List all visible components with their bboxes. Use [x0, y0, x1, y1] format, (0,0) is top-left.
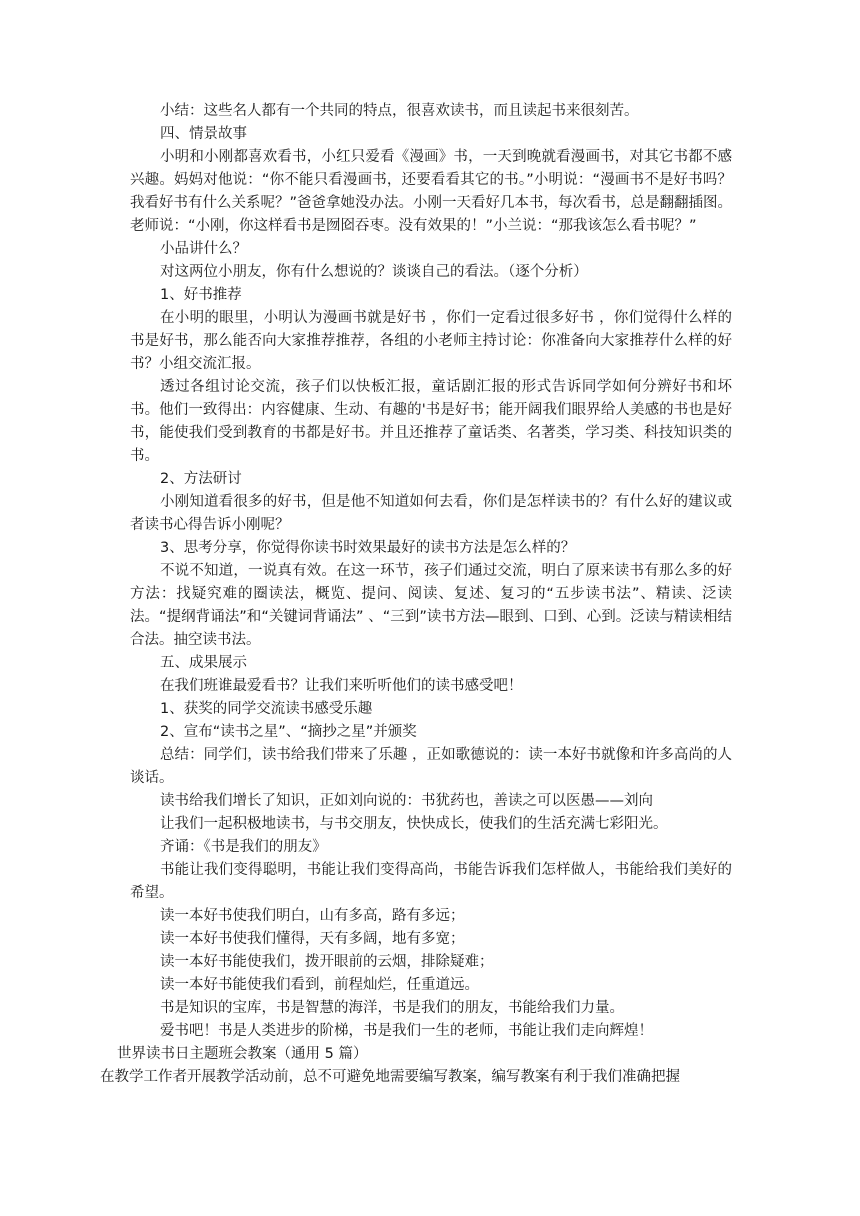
document-body [100, 100, 733, 1089]
question-paragraph: 对这两位小朋友，你有什么想说的？谈谈自己的看法。（逐个分析） [160, 264, 588, 280]
intro-paragraph: 在教学工作者开展教学活动前，总不可避免地需要编写教案，编写教案有利于我们准确把握 [100, 1069, 680, 1085]
body-paragraph: 总结：同学们，读书给我们带来了乐趣 ，正如歌德说的：读一本好书就像和许多高尚的人谈话。 [130, 747, 732, 786]
body-paragraph: 小刚知道看很多的好书，但是他不知道如何去看，你们是怎样读书的？有什么好的建议或者读书心得告诉小刚呢？ [130, 494, 732, 533]
body-paragraph: 让我们一起积极地读书，与书交朋友，快快成长，使我们的生活充满七彩阳光。 [160, 816, 668, 832]
section-heading-results: 五、成果展示 [160, 655, 247, 671]
body-paragraph: 读书给我们增长了知识，正如刘向说的：书犹药也，善读之可以医愚——刘向 [160, 793, 653, 809]
poem-line: 读一本好书使我们懂得，天有多阔，地有多宽； [160, 931, 465, 947]
poem-line: 书是知识的宝库，书是智慧的海洋，书是我们的朋友，书能给我们力量。 [160, 1000, 624, 1016]
recitation-title: 齐诵：《书是我们的朋友》 [160, 839, 327, 855]
subheading-book-recommendation: 1、好书推荐 [160, 287, 242, 303]
body-paragraph: 在小明的眼里，小明认为漫画书就是好书 ，你们一定看过很多好书 ，你们觉得什么样的书是好书，那么能否向大家推荐推荐，各组的小老师主持讨论：你准备向大家推荐什么样的好书？小组交流汇报。 [130, 310, 732, 372]
story-paragraph: 小明和小刚都喜欢看书，小红只爱看《漫画》书，一天到晚就看漫画书，对其它书都不感兴趣。妈妈对他说：“你不能只看漫画书，还要看看其它的书。”小明说：“漫画书不是好书吗？我看好书有什么关系呢？”爸爸拿她没办法。小刚一天看好几本书，每次看书，总是翻翻插图。老师说：“小刚，你这样看书是囫囵吞枣。没有效果的！”小兰说：“那我该怎么看书呢？” [130, 149, 733, 234]
poem-line: 读一本好书使我们明白，山有多高，路有多远； [160, 908, 465, 924]
document-title: 世界读书日主题班会教案（通用 5 篇） [117, 1046, 368, 1062]
body-paragraph: 不说不知道，一说真有效。在这一环节，孩子们通过交流，明白了原来读书有那么多的好方法：找疑究难的圈读法，概览、提问、阅读、复述、复习的“五步读书法”、精读、泛读法。“提纲背诵法”和“关键词背诵法” 、“三到”读书方法—眼到、口到、心到。泛读与精读相结合法。抽空读书法。 [130, 563, 732, 648]
poem-line: 书能让我们变得聪明，书能让我们变得高尚，书能告诉我们怎样做人，书能给我们美好的希望。 [130, 862, 732, 901]
body-paragraph: 在我们班谁最爱看书？让我们来听听他们的读书感受吧！ [160, 678, 523, 694]
list-item: 1、获奖的同学交流读书感受乐趣 [160, 701, 373, 717]
subheading-method-discussion: 2、方法研讨 [160, 471, 242, 487]
section-heading-scenario-story: 四、情景故事 [160, 126, 247, 142]
body-paragraph: 透过各组讨论交流，孩子们以快板汇报，童话剧汇报的形式告诉同学如何分辨好书和坏书。他们一致得出：内容健康、生动、有趣的'书是好书；能开阔我们眼界给人美感的书也是好书，能使我们受到教育的书都是好书。并且还推荐了童话类、名著类，学习类、科技知识类的书。 [130, 379, 732, 464]
list-item: 2、宣布“读书之星”、“摘抄之星”并颁奖 [160, 724, 417, 740]
poem-line: 读一本好书能使我们看到，前程灿烂，任重道远。 [160, 977, 479, 993]
poem-line: 爱书吧！书是人类进步的阶梯，书是我们一生的老师，书能让我们走向辉煌！ [160, 1023, 653, 1039]
poem-line: 读一本好书能使我们，拨开眼前的云烟，排除疑难； [160, 954, 494, 970]
summary-paragraph: 小结：这些名人都有一个共同的特点，很喜欢读书，而且读起书来很刻苦。 [160, 103, 639, 119]
subheading-think-share: 3、思考分享，你觉得你读书时效果最好的读书方法是怎么样的？ [160, 540, 576, 556]
question-paragraph: 小品讲什么？ [160, 241, 247, 257]
